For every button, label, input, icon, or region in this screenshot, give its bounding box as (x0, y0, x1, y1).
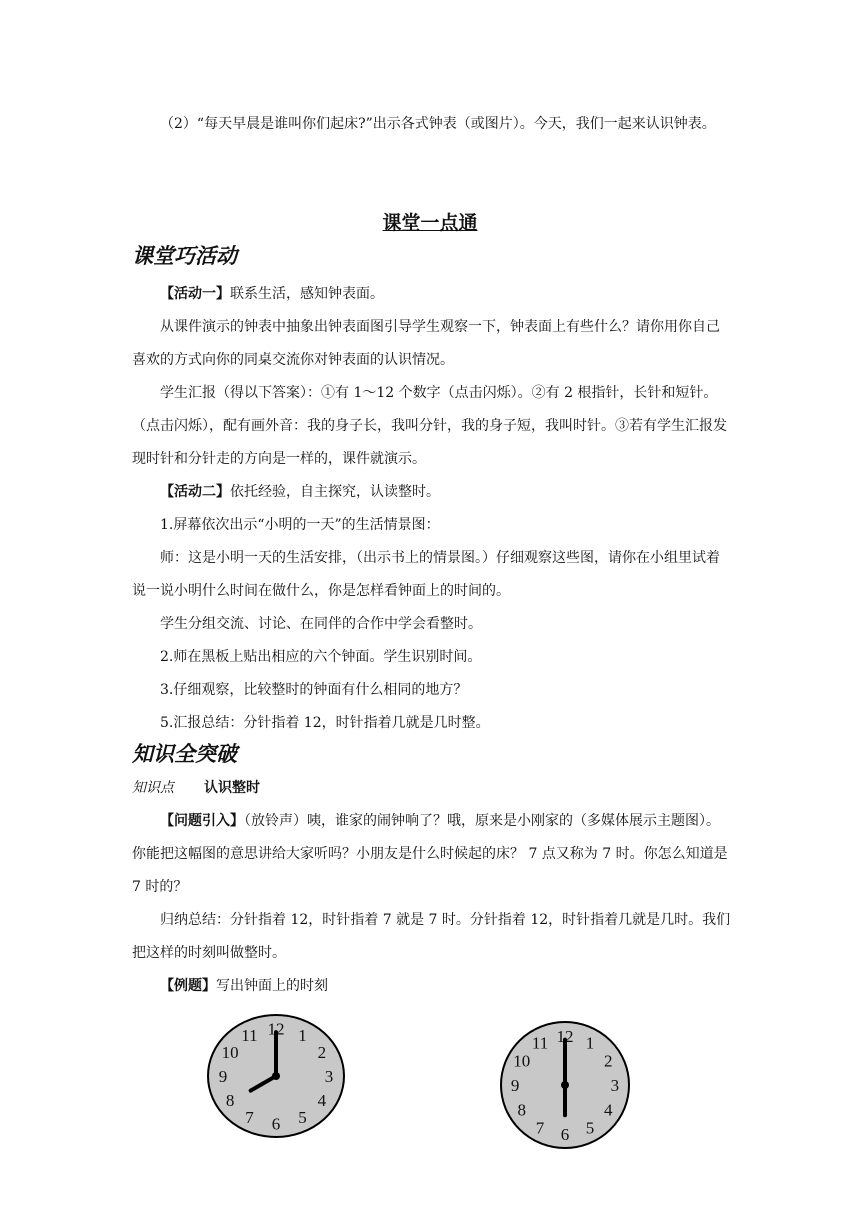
step-5: 5.汇报总结：分针指着 12，时针指着几就是几时整。 (160, 715, 490, 731)
activity-one-text: 联系生活，感知钟表面。 (230, 286, 384, 302)
activity-one-paragraph-2: 学生汇报（得以下答案）：①有 1～12 个数字（点击闪烁）。②有 2 根指针，长针和短针。（点击闪烁），配有画外音：我的身子长，我叫分针，我的身子短，我叫时针。③若有学生汇报发现时针和分针走的方向是一样的，课件就演示。 (132, 385, 727, 467)
clock-number: 4 (317, 1090, 327, 1110)
activity-two-text: 依托经验，自主探究，认读整时。 (230, 484, 440, 500)
page-title: 课堂一点通 (382, 212, 478, 234)
summary-text: 分针指着 12，时针指着 7 就是 7 时。分针指着 12，时针指着几就是几时。我们把这样的时刻叫做整时。 (132, 912, 731, 961)
activity-two (132, 476, 732, 509)
activity-one-paragraph-1: 从课件演示的钟表中抽象出钟表面图引导学生观察一下，钟表面上有些什么？请你用你自己喜欢的方式向你的同桌交流你对钟表面的认识情况。 (132, 319, 720, 368)
clock-center-hub (561, 1081, 569, 1089)
clock-number: 7 (535, 1118, 545, 1138)
clock-number: 9 (218, 1067, 228, 1086)
clock-number: 7 (245, 1108, 254, 1128)
clock-face-1 (205, 1012, 347, 1140)
clock-number: 4 (603, 1100, 613, 1120)
summary (132, 904, 732, 970)
intro-block (132, 108, 732, 141)
summary-label: 归纳总结： (160, 912, 230, 928)
question-intro (132, 805, 732, 904)
clock-number: 5 (298, 1108, 307, 1128)
step-2: 2.师在黑板上贴出相应的六个钟面。学生识别时间。 (160, 649, 482, 665)
knowledge-point-label: 知识点 (132, 780, 174, 796)
clock-number: 10 (513, 1051, 531, 1071)
clock-number: 11 (531, 1033, 549, 1053)
clock-number: 2 (317, 1043, 327, 1063)
clock-number: 9 (510, 1076, 520, 1095)
activity-one-label: 【活动一】 (160, 286, 230, 302)
activities-block (132, 278, 732, 740)
section-heading-knowledge: 知识全突破 (132, 742, 237, 766)
clock-number: 8 (517, 1100, 527, 1120)
knowledge-block (132, 772, 732, 1003)
clock-number: 10 (221, 1043, 239, 1063)
clock-number: 6 (271, 1114, 281, 1134)
example-label: 【例题】 (160, 978, 216, 994)
knowledge-point-title: 认识整时 (204, 780, 260, 796)
teacher-paragraph: 师：这是小明一天的生活安排，（出示书上的情景图。）仔细观察这些图，请你在小组里试着说一说小明什么时间在做什么，你是怎样看钟面上的时间的。 (132, 550, 720, 599)
knowledge-point (132, 772, 732, 805)
clock-face-2 (498, 1020, 632, 1150)
example (132, 970, 732, 1003)
question-intro-text: （放铃声）咦，谁家的闹钟响了？哦，原来是小刚家的（多媒体展示主题图）。你能把这幅图的意思讲给大家听吗？小朋友是什么时候起的床？ 7 点又称为 7 时。你怎么知道是 7 时的？ (132, 813, 728, 895)
clock-number: 3 (324, 1067, 334, 1086)
clock-number: 3 (610, 1076, 620, 1095)
clock-number: 2 (603, 1051, 613, 1071)
clock-number: 12 (556, 1026, 574, 1046)
clock-number: 1 (585, 1033, 595, 1053)
activity-two-label: 【活动二】 (160, 484, 230, 500)
section-heading-activities: 课堂巧活动 (132, 244, 237, 268)
intro-paragraph: （2）“每天早晨是谁叫你们起床?”出示各式钟表（或图片）。今天，我们一起来认识钟表。 (160, 116, 716, 132)
clock-number: 6 (560, 1125, 570, 1145)
clock-number: 5 (585, 1118, 595, 1138)
clock-center-hub (272, 1072, 280, 1080)
group-paragraph: 学生分组交流、讨论、在同伴的合作中学会看整时。 (160, 616, 482, 632)
activity-one (132, 278, 732, 311)
question-intro-label: 【问题引入】 (160, 813, 244, 829)
step-1: 1.屏幕依次出示“小明的一天”的生活情景图： (160, 517, 440, 533)
example-text: 写出钟面上的时刻 (216, 978, 328, 994)
clock-number: 1 (298, 1025, 307, 1045)
clock-number: 11 (241, 1025, 258, 1045)
clock-number: 8 (225, 1090, 235, 1110)
clock-number: 12 (267, 1019, 285, 1039)
step-3: 3.仔细观察，比较整时的钟面有什么相同的地方？ (160, 682, 468, 698)
